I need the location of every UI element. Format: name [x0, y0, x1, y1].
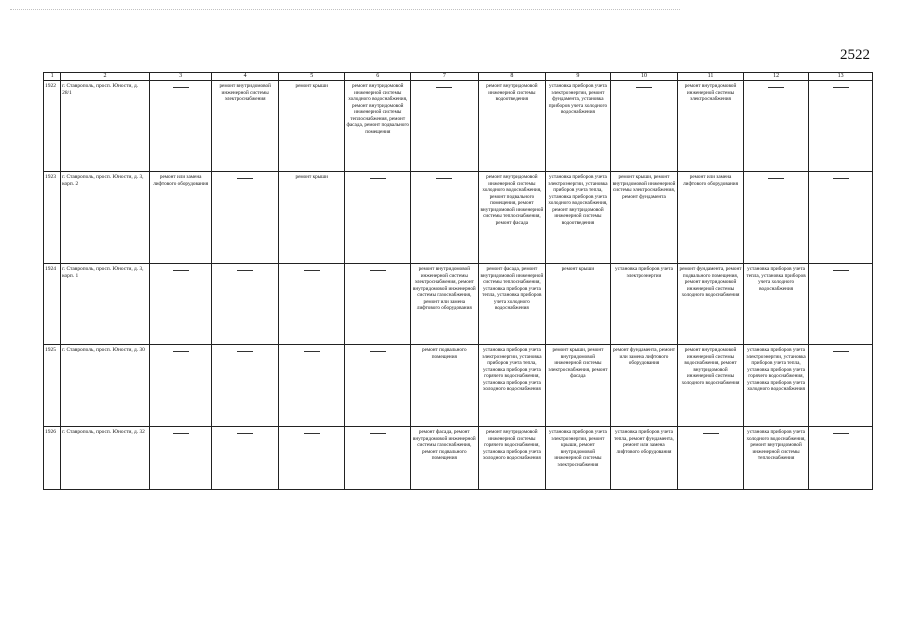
header-cell: 7: [411, 73, 479, 81]
work-cell: [411, 172, 479, 264]
work-cell: [809, 264, 873, 345]
work-cell: [278, 264, 345, 345]
work-cell: ремонт фасада, ремонт внутридомовой инженерной системы теплоснабжения, установка приборов учета тепла, установка приборов учета холодного водоснабжения: [478, 264, 546, 345]
empty-dash: [237, 178, 253, 179]
work-cell: [345, 345, 411, 427]
empty-dash: [636, 87, 652, 88]
work-cell: ремонт крыши: [278, 81, 345, 172]
work-cell: [212, 427, 279, 490]
empty-dash: [833, 87, 849, 88]
address-cell: г. Ставрополь, просп. Юности, д. 32: [61, 427, 150, 490]
work-cell: [678, 427, 744, 490]
work-cell: [411, 81, 479, 172]
work-cell: установка приборов учета электроэнергии, установка приборов учета тепла, установка приборов учета горячего водоснабжения, установка приборов учета холодного водоснабжения: [478, 345, 546, 427]
header-cell: 8: [478, 73, 546, 81]
header-cell: 5: [278, 73, 345, 81]
work-cell: установка приборов учета электроэнергии, установка приборов учета тепла, установка приборов учета горячего водоснабжения, установка приборов учета холодного водоснабжения: [743, 345, 809, 427]
header-cell: 3: [149, 73, 212, 81]
empty-dash: [304, 351, 320, 352]
row-number: 1925: [44, 345, 61, 427]
work-cell: установка приборов учета электроэнергии, ремонт крыши, ремонт внутридомовой инженерной системы электроснабжения: [546, 427, 611, 490]
work-cell: [345, 427, 411, 490]
table-row: [44, 264, 873, 345]
work-cell: [743, 81, 809, 172]
empty-dash: [370, 351, 386, 352]
work-cell: [149, 264, 212, 345]
work-cell: ремонт подвального помещения: [411, 345, 479, 427]
empty-dash: [833, 178, 849, 179]
work-cell: [212, 264, 279, 345]
work-cell: ремонт крыши, ремонт внутридомовой инженерной системы электроснабжения, ремонт фундамента: [610, 172, 678, 264]
work-cell: ремонт внутридомовой инженерной системы электроснабжения: [678, 81, 744, 172]
work-cell: ремонт внутридомовой инженерной системы холодного водоснабжения, ремонт внутридомовой инженерной системы теплоснабжения, ремонт фасада, ремонт подвального помещения: [345, 81, 411, 172]
work-cell: установка приборов учета электроэнергии, установка приборов учета тепла, установка приборов учета холодного водоснабжения, ремонт внутридомовой инженерной системы водоотведения: [546, 172, 611, 264]
work-cell: [149, 345, 212, 427]
header-row: [44, 73, 873, 81]
page-number: 2522: [840, 47, 870, 63]
empty-dash: [436, 87, 452, 88]
work-cell: [278, 345, 345, 427]
header-cell: 1: [44, 73, 61, 81]
work-cell: [212, 345, 279, 427]
header-cell: 13: [809, 73, 873, 81]
empty-dash: [237, 270, 253, 271]
empty-dash: [768, 178, 784, 179]
header-cell: 4: [212, 73, 279, 81]
row-number: 1923: [44, 172, 61, 264]
empty-dash: [833, 433, 849, 434]
work-cell: установка приборов учета тепла, установка приборов учета холодного водоснабжения: [743, 264, 809, 345]
work-cell: ремонт внутридомовой инженерной системы электроснабжения: [212, 81, 279, 172]
empty-dash: [833, 270, 849, 271]
header-cell: 11: [678, 73, 744, 81]
empty-dash: [237, 351, 253, 352]
table-row: [44, 172, 873, 264]
header-cell: 2: [61, 73, 150, 81]
work-cell: [278, 427, 345, 490]
table-row: [44, 345, 873, 427]
address-cell: г. Ставрополь, просп. Юности, д. 3, корп. 2: [61, 172, 150, 264]
table-body: [44, 73, 873, 490]
work-cell: установка приборов учета холодного водоснабжения, ремонт внутридомовой инженерной системы теплоснабжения: [743, 427, 809, 490]
work-cell: ремонт фундамента, ремонт или замена лифтового оборудования: [610, 345, 678, 427]
address-cell: г. Ставрополь, просп. Юности, д. 28/1: [61, 81, 150, 172]
work-cell: ремонт или замена лифтового оборудования: [149, 172, 212, 264]
empty-dash: [370, 270, 386, 271]
work-cell: ремонт крыши, ремонт внутридомовой инженерной системы электроснабжения, ремонт фасада: [546, 345, 611, 427]
address-cell: г. Ставрополь, просп. Юности, д. 30: [61, 345, 150, 427]
empty-dash: [304, 433, 320, 434]
empty-dash: [173, 270, 189, 271]
header-cell: 12: [743, 73, 809, 81]
work-cell: [149, 81, 212, 172]
header-cell: 6: [345, 73, 411, 81]
empty-dash: [833, 351, 849, 352]
empty-dash: [703, 433, 719, 434]
work-cell: ремонт крыши: [278, 172, 345, 264]
empty-dash: [436, 178, 452, 179]
work-cell: ремонт фундамента, ремонт подвального помещения, ремонт внутридомовой инженерной системы холодного водоснабжения: [678, 264, 744, 345]
work-cell: [809, 427, 873, 490]
work-cell: ремонт крыши: [546, 264, 611, 345]
work-cell: [212, 172, 279, 264]
work-cell: [809, 345, 873, 427]
work-cell: [149, 427, 212, 490]
row-number: 1924: [44, 264, 61, 345]
work-cell: [809, 172, 873, 264]
empty-dash: [304, 270, 320, 271]
empty-dash: [173, 351, 189, 352]
empty-dash: [173, 433, 189, 434]
work-cell: ремонт внутридомовой инженерной системы водоотведения: [478, 81, 546, 172]
empty-dash: [370, 433, 386, 434]
work-cell: [809, 81, 873, 172]
work-cell: ремонт внутридомовой инженерной системы горячего водоснабжения, установка приборов учета холодного водоснабжения: [478, 427, 546, 490]
header-cell: 9: [546, 73, 611, 81]
work-cell: [345, 172, 411, 264]
table-row: [44, 427, 873, 490]
row-number: 1922: [44, 81, 61, 172]
work-cell: [345, 264, 411, 345]
work-cell: ремонт внутридомовой инженерной системы холодного водоснабжения, ремонт подвального помещения, ремонт внутридомовой инженерной системы теплоснабжения, ремонт фасада: [478, 172, 546, 264]
work-cell: ремонт внутридомовой инженерной системы электроснабжения, ремонт внутридомовой инженерной системы газоснабжения, ремонт или замена лифтового оборудования: [411, 264, 479, 345]
empty-dash: [237, 433, 253, 434]
row-number: 1926: [44, 427, 61, 490]
work-cell: установка приборов учета электроэнергии, ремонт фундамента, установка приборов учета холодного водоснабжения: [546, 81, 611, 172]
address-cell: г. Ставрополь, просп. Юности, д. 3, корп. 1: [61, 264, 150, 345]
repair-schedule-table: [43, 72, 873, 490]
work-cell: ремонт или замена лифтового оборудования: [678, 172, 744, 264]
empty-dash: [370, 178, 386, 179]
work-cell: установка приборов учета электроэнергии: [610, 264, 678, 345]
work-cell: ремонт фасада, ремонт внутридомовой инженерной системы газоснабжения, ремонт подвального помещения: [411, 427, 479, 490]
header-cell: 10: [610, 73, 678, 81]
work-cell: [610, 81, 678, 172]
work-cell: установка приборов учета тепла, ремонт фундамента, ремонт или замена лифтового оборудования: [610, 427, 678, 490]
empty-dash: [768, 87, 784, 88]
work-cell: [743, 172, 809, 264]
scan-edge-artifact: [10, 9, 680, 12]
work-cell: ремонт внутридомовой инженерной системы водоснабжения, ремонт внутридомовой инженерной системы холодного водоснабжения: [678, 345, 744, 427]
empty-dash: [173, 87, 189, 88]
table-row: [44, 81, 873, 172]
